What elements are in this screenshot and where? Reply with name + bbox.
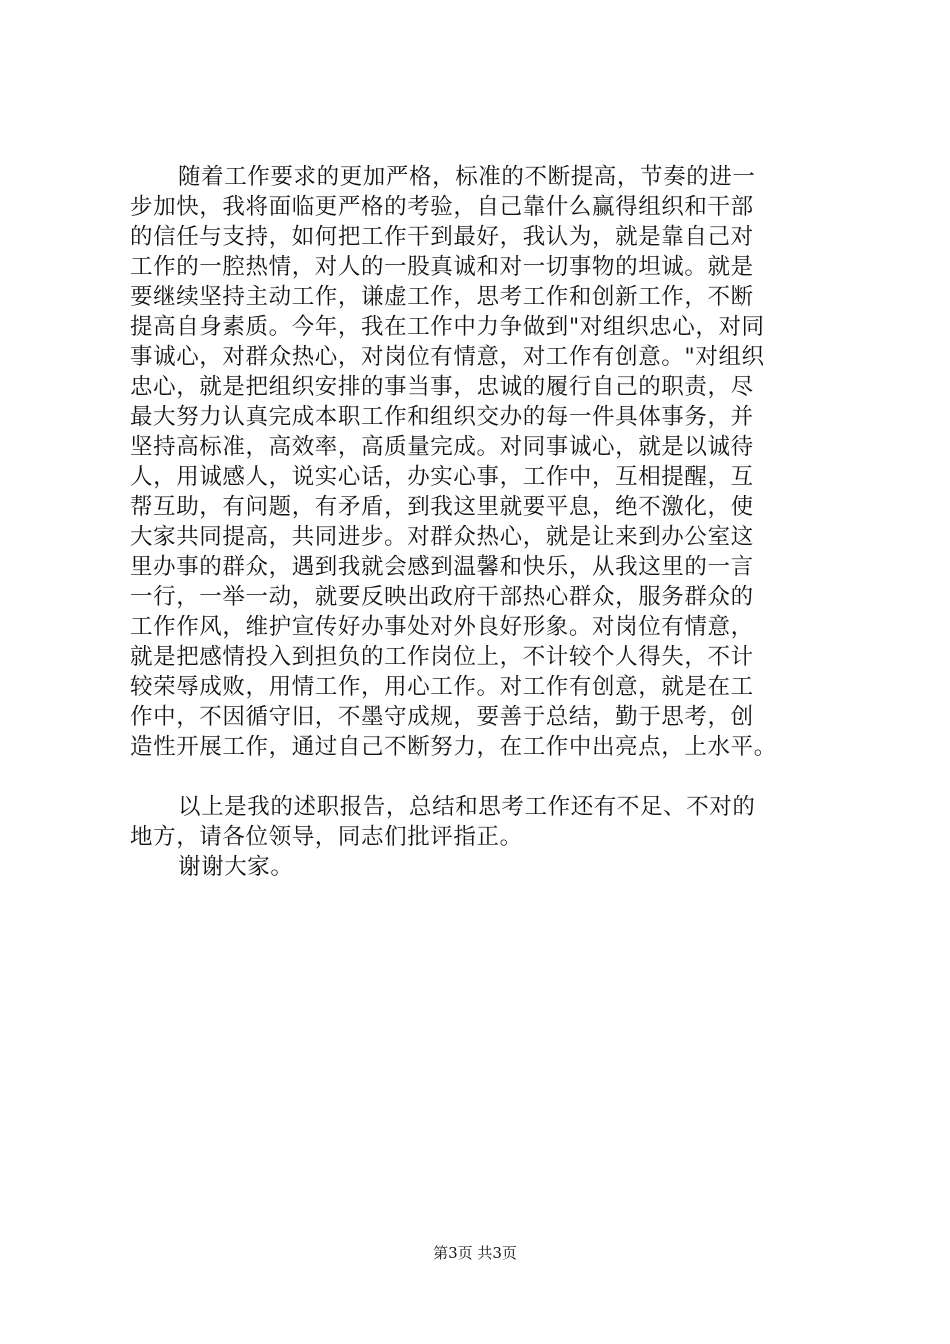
- paragraph-line: 帮互助，有问题，有矛盾，到我这里就要平息，绝不激化，使: [130, 494, 754, 520]
- paragraph-line: 工作的一腔热情，对人的一股真诚和对一切事物的坦诚。就是: [130, 254, 754, 280]
- paragraph-line: 大家共同提高，共同进步。对群众热心，就是让来到办公室这: [130, 524, 754, 550]
- paragraph-line: 较荣辱成败，用情工作，用心工作。对工作有创意，就是在工: [130, 674, 754, 700]
- paragraph-spacer: [130, 762, 840, 792]
- page-number-label: 第3页 共3页: [433, 1244, 517, 1262]
- paragraph-line: 随着工作要求的更加严格，标准的不断提高，节奏的进一: [178, 164, 756, 190]
- paragraph-line: 一行，一举一动，就要反映出政府干部热心群众，服务群众的: [130, 584, 754, 610]
- paragraph-line: 就是把感情投入到担负的工作岗位上，不计较个人得失，不计: [130, 644, 754, 670]
- paragraph-line: 的信任与支持，如何把工作干到最好，我认为，就是靠自己对: [130, 224, 754, 250]
- paragraph-line: 地方，请各位领导，同志们批评指正。: [130, 824, 523, 850]
- paragraph-line: 提高自身素质。今年，我在工作中力争做到"对组织忠心，对同: [130, 314, 765, 340]
- paragraph-line: 造性开展工作，通过自己不断努力，在工作中出亮点，上水平。: [130, 734, 777, 760]
- document-body: [130, 162, 840, 882]
- paragraph-1: [130, 162, 840, 762]
- paragraph-line: 作中，不因循守旧，不墨守成规，要善于总结，勤于思考，创: [130, 704, 754, 730]
- paragraph-line: 里办事的群众，遇到我就会感到温馨和快乐，从我这里的一言: [130, 554, 754, 580]
- paragraph-line: 忠心，就是把组织安排的事当事，忠诚的履行自己的职责，尽: [130, 374, 754, 400]
- paragraph-line: 事诚心，对群众热心，对岗位有情意，对工作有创意。"对组织: [130, 344, 765, 370]
- closing-line: 谢谢大家。: [178, 854, 294, 880]
- paragraph-line: 步加快，我将面临更严格的考验，自己靠什么赢得组织和干部: [130, 194, 754, 220]
- paragraph-line: 以上是我的述职报告，总结和思考工作还有不足、不对的: [178, 794, 756, 820]
- paragraph-line: 最大努力认真完成本职工作和组织交办的每一件具体事务，并: [130, 404, 754, 430]
- paragraph-line: 工作作风，维护宣传好办事处对外良好形象。对岗位有情意，: [130, 614, 754, 640]
- paragraph-line: 坚持高标准，高效率，高质量完成。对同事诚心，就是以诚待: [130, 434, 754, 460]
- paragraph-line: 要继续坚持主动工作，谦虚工作，思考工作和创新工作，不断: [130, 284, 754, 310]
- paragraph-line: 人，用诚感人，说实心话，办实心事，工作中，互相提醒，互: [130, 464, 754, 490]
- paragraph-2: [130, 792, 840, 852]
- page-footer: [0, 1243, 950, 1263]
